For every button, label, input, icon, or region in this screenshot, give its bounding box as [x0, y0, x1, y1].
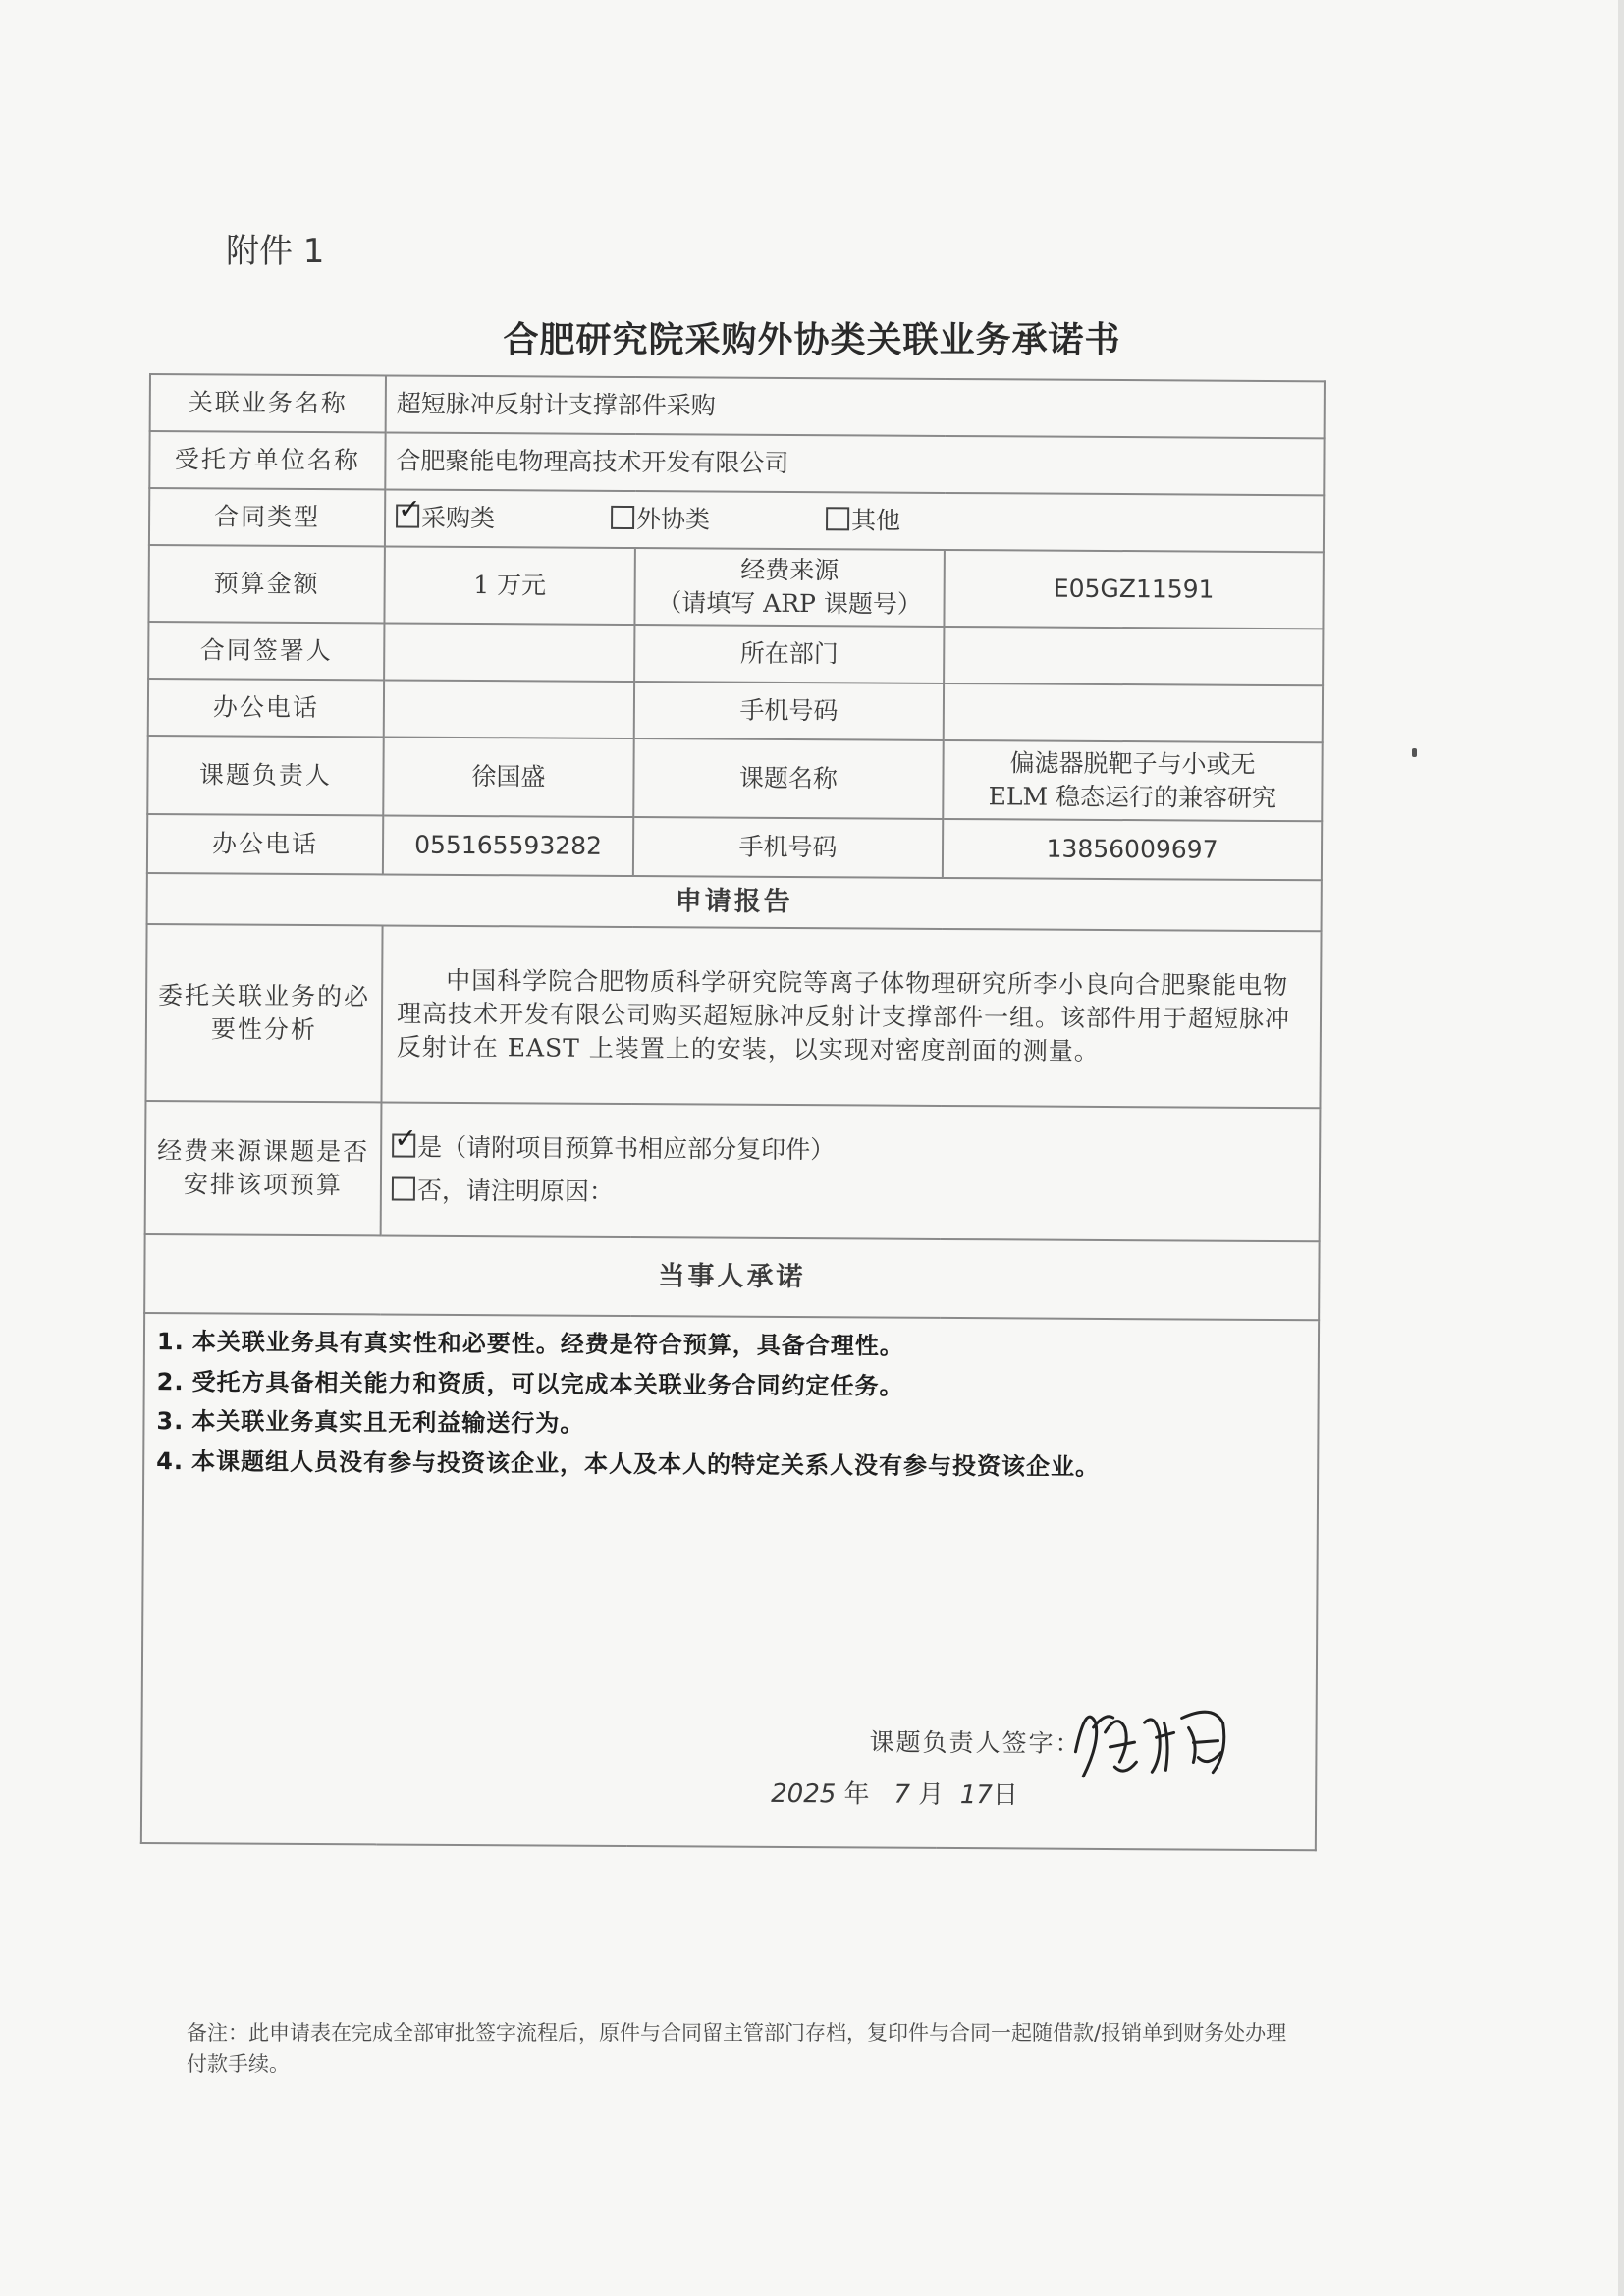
row-report-heading [147, 873, 1322, 931]
row-contract-type [149, 488, 1324, 552]
project-name-line2: ELM 稳态运行的兼容研究 [988, 782, 1277, 813]
leader-mobile-value: 13856009697 [943, 819, 1322, 880]
pledge-item: 4. 本课题组人员没有参与投资该企业，本人及本人的特定关系人没有参与投资该企业。 [156, 1447, 1101, 1481]
report-heading: 申请报告 [147, 873, 1322, 931]
necessity-text: 中国科学院合肥物质科学研究院等离子体物理研究所李小良向合肥聚能电物理高技术开发有限公司购买超短脉冲反射计支撑部件一组。该部件用于超短脉冲反射计在 EAST 上装置上的安装，以实现对密度剖面的测量。 [381, 925, 1321, 1108]
contract-signer-label: 合同签署人 [148, 622, 384, 680]
checkbox-empty-icon[interactable] [611, 506, 634, 529]
necessity-label-line1: 委托关联业务的必 [158, 981, 371, 1011]
row-budget-arranged [145, 1101, 1321, 1241]
project-name-value [943, 740, 1322, 821]
fund-source-value: E05GZ11591 [944, 550, 1323, 629]
contract-type-option-procurement[interactable]: ✓ 采购类 [396, 502, 495, 535]
signer-mobile-value [944, 683, 1323, 742]
date-year-unit: 年 [843, 1779, 870, 1810]
checkbox-checked-icon[interactable]: ✓ [396, 505, 419, 528]
leader-office-phone-label: 办公电话 [147, 814, 383, 874]
budget-no-option[interactable]: 否，请注明原因： [392, 1175, 1309, 1213]
signer-mobile-label: 手机号码 [634, 682, 944, 740]
necessity-label [145, 924, 382, 1102]
document-title: 合肥研究院采购外协类关联业务承诺书 [503, 320, 1121, 360]
project-leader-value: 徐国盛 [383, 737, 633, 817]
date-day: 17 [959, 1780, 993, 1811]
pledge-list [156, 1322, 1306, 1489]
date-month: 7 [893, 1779, 911, 1810]
budget-yes-option[interactable]: ✓ 是（请附项目预算书相应部分复印件） [392, 1131, 1309, 1170]
row-trustee [149, 431, 1324, 495]
row-pledge-body [141, 1313, 1319, 1850]
checkbox-empty-icon[interactable] [392, 1177, 415, 1201]
business-name-value: 超短脉冲反射计支撑部件采购 [386, 375, 1325, 438]
contract-type-option-other[interactable]: 其他 [826, 504, 900, 537]
project-name-label: 课题名称 [633, 738, 943, 819]
handwritten-signature [1065, 1683, 1243, 1792]
row-leader-contact [147, 814, 1322, 880]
row-necessity [145, 924, 1321, 1108]
budget-label: 预算金额 [148, 545, 384, 623]
pledge-heading: 当事人承诺 [144, 1234, 1319, 1320]
checkbox-empty-icon[interactable] [826, 507, 849, 530]
sign-date [771, 1777, 1018, 1814]
row-business-name [150, 374, 1325, 438]
date-year: 2025 [771, 1778, 837, 1810]
fund-source-label-line2: （请填写 ARP 课题号） [657, 588, 922, 619]
signer-office-phone-label: 办公电话 [148, 679, 384, 737]
contract-type-option-outsourcing[interactable]: 外协类 [611, 503, 710, 536]
budget-arranged-label-line2: 安排该项预算 [183, 1170, 344, 1200]
signer-office-phone-value [384, 680, 634, 738]
trustee-value: 合肥聚能电物理高技术开发有限公司 [385, 432, 1324, 495]
necessity-label-line2: 要性分析 [210, 1014, 318, 1045]
date-day-unit: 日 [992, 1780, 1018, 1811]
fund-source-label-line1: 经费来源 [740, 555, 839, 585]
date-month-unit: 月 [918, 1779, 945, 1810]
commitment-form-table [140, 373, 1326, 1851]
row-budget [148, 545, 1323, 629]
department-value [944, 627, 1323, 685]
department-label: 所在部门 [634, 625, 944, 683]
business-name-label: 关联业务名称 [150, 374, 386, 432]
pledge-item: 3. 本关联业务真实且无利益输送行为。 [156, 1406, 585, 1438]
row-pledge-heading [144, 1234, 1319, 1320]
pledge-item: 1. 本关联业务具有真实性和必要性。经费是符合预算，具备合理性。 [156, 1327, 904, 1360]
row-contract-signer [148, 622, 1323, 685]
contract-type-label: 合同类型 [149, 488, 385, 546]
budget-value: 1 万元 [384, 546, 634, 625]
fund-source-label [634, 548, 944, 627]
signature-label: 课题负责人签字： [869, 1727, 1082, 1758]
project-name-line1: 偏滤器脱靶子与小或无 [1009, 748, 1256, 780]
row-project-leader [147, 736, 1322, 821]
contract-signer-value [384, 623, 634, 682]
project-leader-label: 课题负责人 [147, 736, 383, 815]
budget-arranged-label-line1: 经费来源课题是否 [157, 1136, 370, 1167]
contract-type-options [385, 489, 1324, 552]
scan-speck [1412, 748, 1417, 757]
footnote: 备注：此申请表在完成全部审批签字流程后，原件与合同留主管部门存档，复印件与合同一起随借款/报销单到财务处办理付款手续。 [187, 2021, 1287, 2076]
leader-mobile-label: 手机号码 [633, 817, 943, 878]
pledge-body [141, 1313, 1319, 1850]
row-signer-contact [148, 679, 1323, 742]
attachment-label: 附件 1 [226, 232, 325, 271]
pledge-item: 2. 受托方具备相关能力和资质，可以完成本关联业务合同约定任务。 [156, 1366, 904, 1400]
leader-office-phone-value: 055165593282 [383, 815, 633, 876]
budget-arranged-label [145, 1101, 382, 1235]
budget-arranged-options [381, 1102, 1321, 1241]
checkbox-checked-icon[interactable]: ✓ [392, 1134, 415, 1158]
trustee-label: 受托方单位名称 [149, 431, 385, 489]
